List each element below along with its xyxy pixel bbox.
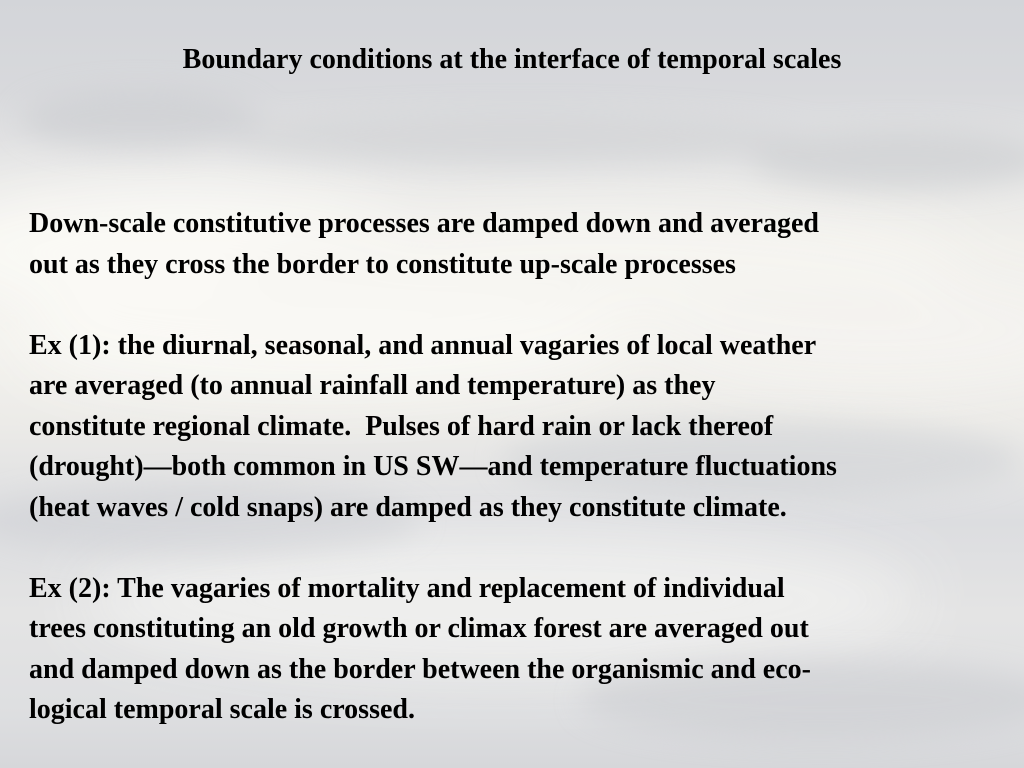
slide-title: Boundary conditions at the interface of temporal scales <box>182 44 842 75</box>
text-line: Ex (1): the diurnal, seasonal, and annual vagaries of local weather <box>29 329 817 361</box>
paragraph-downscale-processes <box>29 204 1019 285</box>
text-line: trees constituting an old growth or climax forest are averaged out <box>29 613 809 644</box>
slide-body <box>29 204 1019 731</box>
text-line: Ex (2): The vagaries of mortality and replacement of individual <box>29 572 785 604</box>
text-line: out as they cross the border to constitute up-scale processes <box>29 248 736 280</box>
text-line: constitute regional climate. Pulses of hard rain or lack thereof <box>29 410 774 442</box>
paragraph-example-2 <box>29 569 1019 731</box>
text-line: Down-scale constitutive processes are damped down and averaged <box>29 208 819 239</box>
text-line: (drought)—both common in US SW—and temperature fluctuations <box>29 451 837 482</box>
text-line: logical temporal scale is crossed. <box>29 694 415 725</box>
text-line: and damped down as the border between the organismic and eco- <box>29 653 811 685</box>
paragraph-example-1 <box>29 326 1019 529</box>
text-line: are averaged (to annual rainfall and temperature) as they <box>29 370 716 401</box>
text-line: (heat waves / cold snaps) are damped as they constitute climate. <box>29 491 787 523</box>
